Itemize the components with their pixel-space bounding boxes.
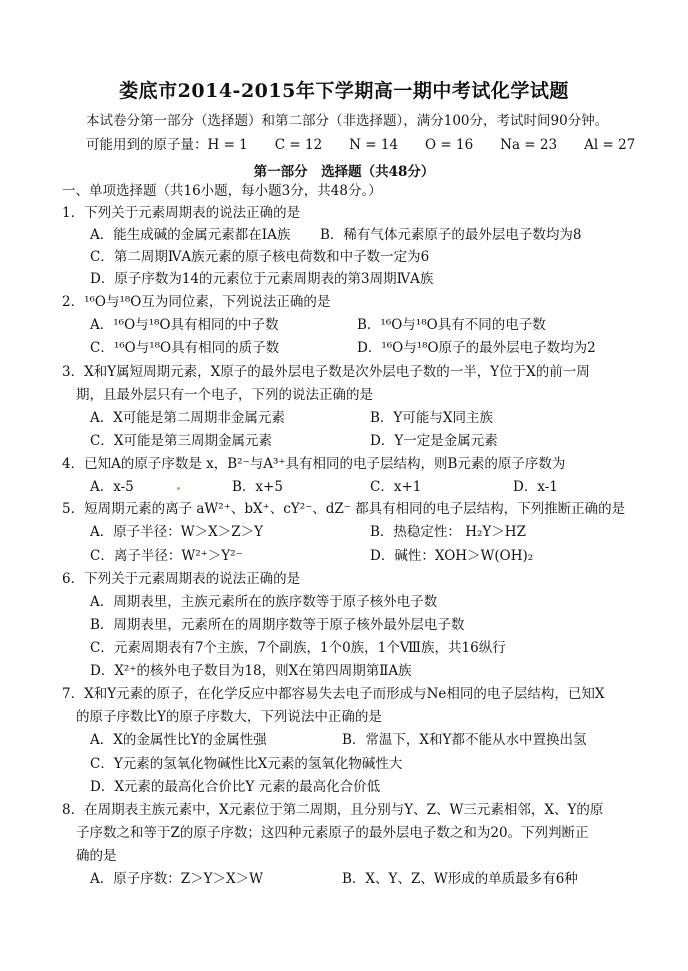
q6-option-c: C．元素周期表有7个主族，7个副族，1个0族，1个Ⅷ族，共16纵行 [90,640,506,656]
q7-option-b: B．常温下，X和Y都不能从水中置换出氢 [342,732,587,748]
exam-title: 娄底市2014-2015年下学期高一期中考试化学试题 [119,80,569,102]
q8-stem-line-1: 8．在周期表主族元素中，X元素位于第二周期，且分别与Y、Z、W三元素相邻，X、Y的原 [62,802,604,818]
section1-heading: 一、单项选择题（共16小题，每小题3分，共48分。） [62,183,382,199]
q1-stem: 1．下列关于元素周期表的说法正确的是 [62,205,301,221]
q3-stem-line-1: 3．X和Y属短周期元素，X原子的最外层电子数是次外层电子数的一半，Y位于X的前一周 [62,364,590,380]
q1-option-a: A．能生成碱的金属元素都在ⅠA族 [90,227,291,243]
q3-option-a: A．X可能是第二周期非金属元素 [90,410,285,426]
q2-option-d: D．¹⁶O与¹⁸O原子的最外层电子数均为2 [357,340,596,356]
q4-option-b: B．x+5 [232,479,283,495]
q4-option-a: A．x-5 [90,479,134,495]
q6-option-b: B．周期表里，元素所在的周期序数等于原子核外最外层电子数 [90,617,465,633]
intro-line-2: 可能用到的原子量：H = 1 C = 12 N = 14 O = 16 Na = 23 Al = 27 [86,137,636,153]
q5-option-b: B．热稳定性： H₂Y＞HZ [370,524,526,540]
q5-option-a: A．原子半径：W＞X＞Z＞Y [90,524,264,540]
q1-option-c: C．第二周期ⅣA族元素的原子核电荷数和中子数一定为6 [90,249,430,265]
q3-option-b: B．Y可能与X同主族 [370,410,493,426]
q2-option-b: B．¹⁶O与¹⁸O具有不同的电子数 [357,317,546,333]
q5-option-d: D．碱性：XOH＞W(OH)₂ [370,548,534,564]
q6-stem: 6．下列关于元素周期表的说法正确的是 [62,571,301,587]
ink-speck [177,487,180,490]
q6-option-a: A．周期表里，主族元素所在的族序数等于原子核外电子数 [90,594,438,610]
q2-option-a: A．¹⁶O与¹⁸O具有相同的中子数 [90,317,279,333]
q7-option-d: D．X元素的最高化合价比Y 元素的最高化合价低 [90,779,381,795]
q8-stem-line-3: 确的是 [76,848,117,864]
q7-stem-line-1: 7．X和Y元素的原子，在化学反应中都容易失去电子而形成与Ne相同的电子层结构，已知X [62,686,605,702]
q3-option-c: C．X可能是第三周期金属元素 [90,433,272,449]
q8-option-a: A．原子序数：Z＞Y＞X＞W [90,871,264,887]
intro-line-1: 本试卷分第一部分（选择题）和第二部分（非选择题），满分100分，考试时间90分钟。 [86,113,609,129]
q3-stem-line-2: 期，且最外层只有一个电子，下列的说法正确的是 [76,387,373,403]
q1-option-d: D．原子序数为14的元素位于元素周期表的第3周期ⅣA族 [90,271,434,287]
q4-option-d: D．x-1 [513,479,558,495]
q8-stem-line-2: 子序数之和等于Z的原子序数；这四种元素原子的最外层电子数之和为20。下列判断正 [76,825,589,841]
q1-option-b: B．稀有气体元素原子的最外层电子数均为8 [320,227,582,243]
q5-stem: 5．短周期元素的离子 aW²⁺、bX⁺、cY²⁻、dZ⁻ 都具有相同的电子层结构，下列推断正确的是 [62,501,626,517]
q4-stem: 4．已知A的原子序数是 x，B²⁻与A³⁺具有相同的电子层结构，则B元素的原子序数为 [62,456,566,472]
q7-option-a: A．X的金属性比Y的金属性强 [90,732,267,748]
q6-option-d: D．X²⁺的核外电子数目为18，则X在第四周期第ⅡA族 [90,663,412,679]
q2-option-c: C．¹⁶O与¹⁸O具有相同的质子数 [90,340,280,356]
q3-option-d: D．Y一定是金属元素 [370,433,498,449]
q4-option-c: C．x+1 [370,479,422,495]
part1-title: 第一部分 选择题（共48分） [253,164,435,180]
q7-option-c: C．Y元素的氢氧化物碱性比X元素的氢氧化物碱性大 [90,756,403,772]
q2-stem: 2．¹⁶O与¹⁸O互为同位素，下列说法正确的是 [62,294,331,310]
q5-option-c: C．离子半径：W²⁺＞Y²⁻ [90,548,243,564]
q8-option-b: B．X、Y、Z、W形成的单质最多有6种 [342,871,578,887]
q7-stem-line-2: 的原子序数比Y的原子序数大，下列说法中正确的是 [76,709,382,725]
